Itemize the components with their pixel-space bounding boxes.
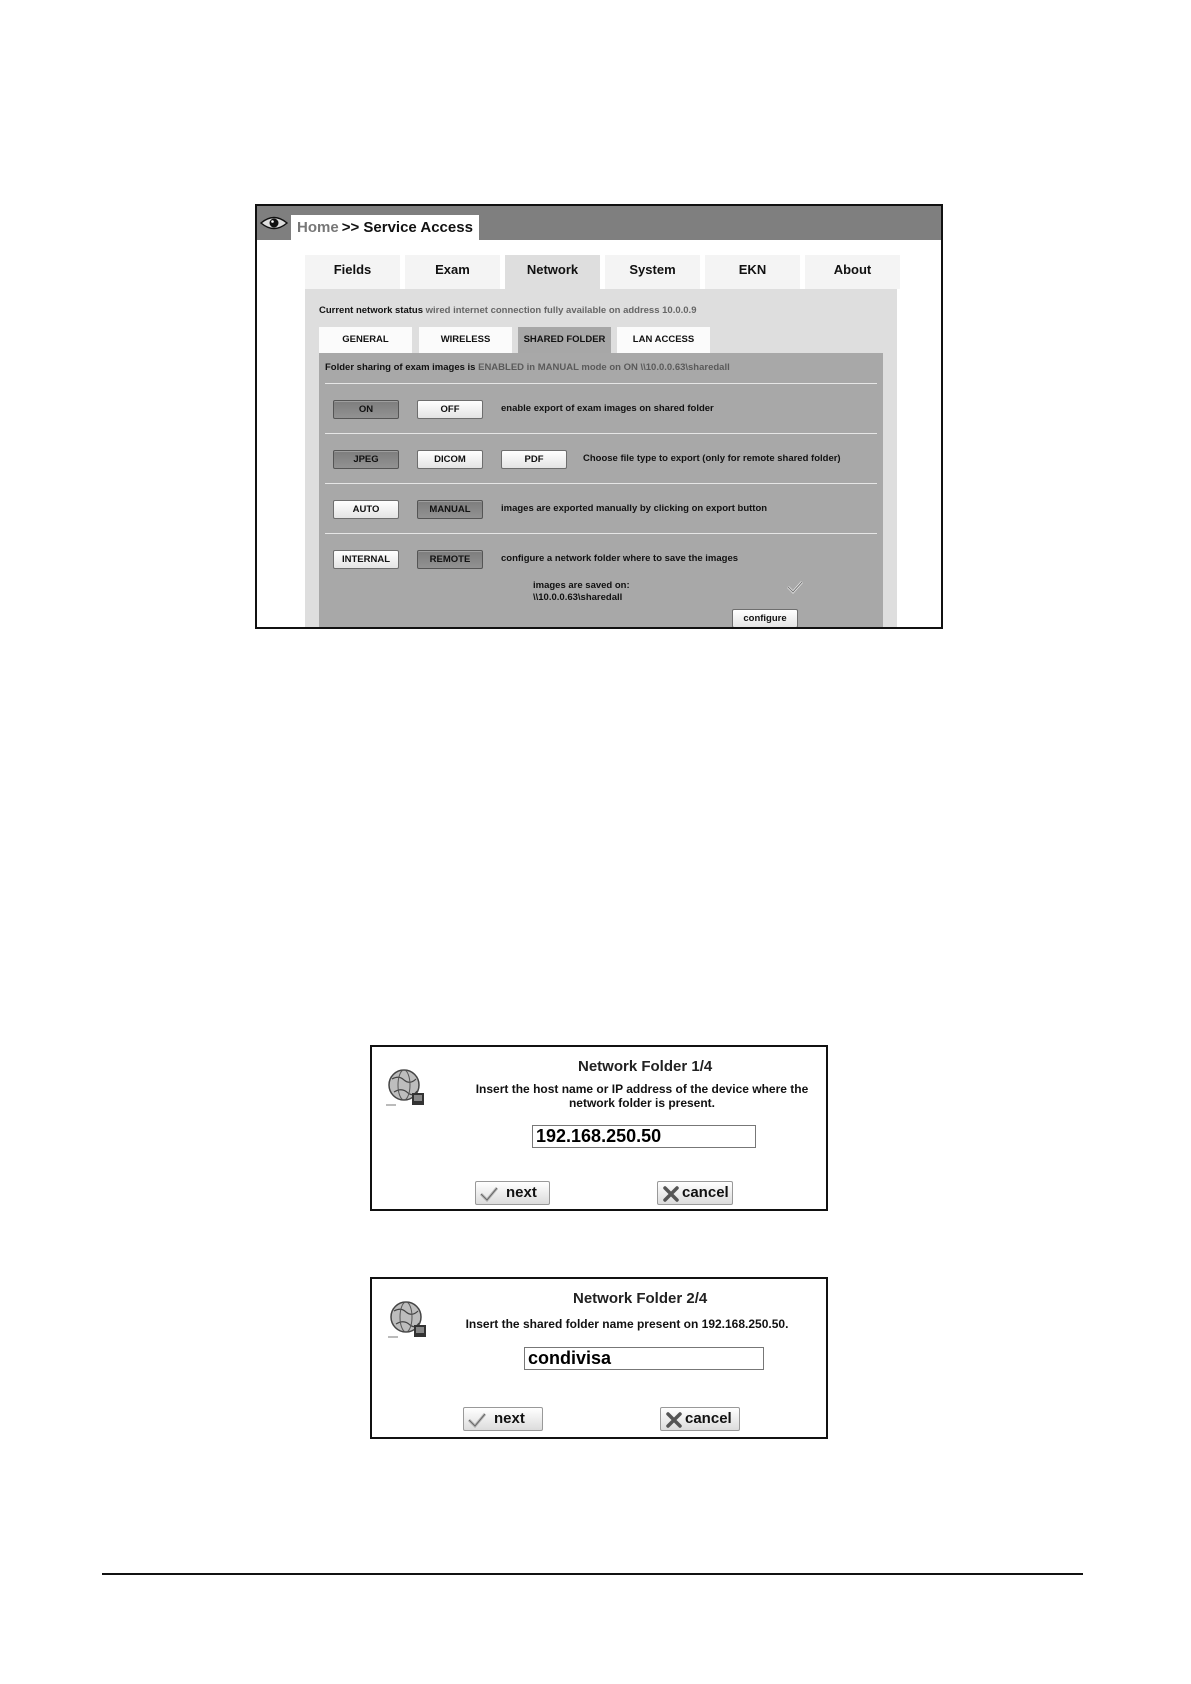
network-status-value: wired internet connection fully available on address 10.0.0.9 [425,305,697,316]
saved-on-label: images are saved on: [533,580,630,591]
cancel-x-icon [662,1186,680,1202]
saved-on-path: \\10.0.0.63\sharedall [533,592,623,603]
cancel-label: cancel [682,1184,729,1201]
next-label: next [506,1184,537,1201]
pdf-button[interactable]: PDF [501,450,567,469]
subtab-general[interactable]: GENERAL [319,327,412,353]
saved-on-info [533,580,630,604]
service-access-window [255,204,943,629]
tab-ekn[interactable]: EKN [705,255,800,289]
breadcrumb-home-link[interactable]: Home [297,219,339,236]
sharing-status [325,362,730,373]
cancel-x-icon [665,1412,683,1428]
next-label: next [494,1410,525,1427]
tab-fields[interactable]: Fields [305,255,400,289]
eye-logo-icon [260,213,288,233]
shared-folder-settings [319,353,883,629]
dialog-title: Network Folder 1/4 [578,1058,713,1075]
sharing-status-value: ENABLED in MANUAL mode on ON \\10.0.0.63\sharedall [478,362,730,373]
network-sub-tabs [319,327,879,353]
shared-folder-name-input[interactable] [524,1347,764,1370]
tab-exam[interactable]: Exam [405,255,500,289]
dicom-button[interactable]: DICOM [417,450,483,469]
divider [325,533,877,534]
check-icon [787,580,803,594]
next-button[interactable] [475,1181,550,1205]
folder-location-description: configure a network folder where to save the images [501,553,739,564]
configure-button[interactable]: configure [732,609,798,628]
tab-system[interactable]: System [605,255,700,289]
breadcrumb [291,215,479,240]
tab-network[interactable]: Network [505,255,600,289]
dialog-message: Insert the host name or IP address of the device where the network folder is present. [475,1082,809,1110]
subtab-lan-access[interactable]: LAN ACCESS [617,327,710,353]
dialog-title: Network Folder 2/4 [573,1290,708,1307]
network-folder-dialog-1 [370,1045,828,1211]
file-type-description: Choose file type to export (only for remote shared folder) [583,453,841,464]
network-folder-dialog-2 [370,1277,828,1439]
network-status-label: Current network status [319,305,423,316]
cancel-button[interactable] [657,1181,733,1205]
title-bar [257,206,941,240]
page-footer-divider [102,1573,1083,1575]
internal-button[interactable]: INTERNAL [333,550,399,569]
network-globe-icon [384,1065,430,1111]
export-mode-description: images are exported manually by clicking on export button [501,503,768,514]
remote-button[interactable]: REMOTE [417,550,483,569]
jpeg-button[interactable]: JPEG [333,450,399,469]
auto-button[interactable]: AUTO [333,500,399,519]
breadcrumb-current: Service Access [363,219,473,236]
tab-about[interactable]: About [805,255,900,289]
subtab-shared-folder[interactable]: SHARED FOLDER [518,327,611,353]
network-panel [305,289,897,629]
next-button[interactable] [463,1407,543,1431]
divider [325,483,877,484]
dialog-message: Insert the shared folder name present on 192.168.250.50. [465,1317,789,1331]
check-icon [480,1186,498,1202]
check-icon [468,1412,486,1428]
breadcrumb-separator: >> [341,219,360,236]
subtab-wireless[interactable]: WIRELESS [419,327,512,353]
export-enable-description: enable export of exam images on shared folder [501,403,714,414]
divider [325,433,877,434]
off-button[interactable]: OFF [417,400,483,419]
main-tabs [305,255,901,289]
network-status [319,305,696,316]
cancel-label: cancel [685,1410,732,1427]
sharing-status-label: Folder sharing of exam images is [325,362,476,373]
host-address-input[interactable] [532,1125,756,1148]
cancel-button[interactable] [660,1407,740,1431]
on-button[interactable]: ON [333,400,399,419]
network-globe-icon [386,1297,432,1343]
manual-button[interactable]: MANUAL [417,500,483,519]
divider [325,383,877,384]
